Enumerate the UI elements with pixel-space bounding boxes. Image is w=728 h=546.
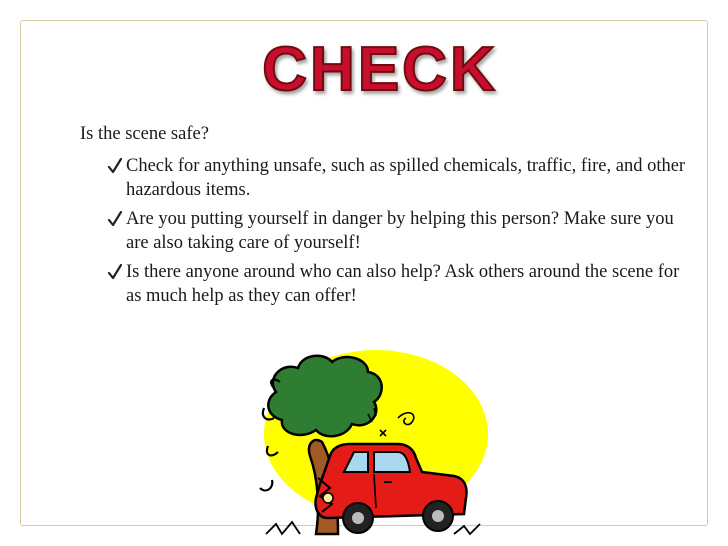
car-crash-illustration bbox=[258, 348, 490, 540]
slide-title bbox=[210, 32, 550, 104]
bullet-text: Are you putting yourself in danger by helping this person? Make sure you are also taking care of yourself! bbox=[126, 209, 674, 253]
title-wordart bbox=[210, 32, 550, 104]
bullet-list bbox=[80, 154, 690, 308]
bullet-text: Check for anything unsafe, such as spilled chemicals, traffic, fire, and other hazardous items. bbox=[126, 156, 686, 200]
checkmark-icon bbox=[108, 264, 122, 280]
car-window-rear bbox=[374, 452, 410, 472]
bullet-item bbox=[80, 207, 690, 255]
bullet-text: Is there anyone around who can also help? Ask others around the scene for as much help as they can offer! bbox=[126, 262, 680, 306]
bullet-item bbox=[80, 154, 690, 202]
checkmark-icon bbox=[108, 211, 122, 227]
lead-question: Is the scene safe? bbox=[80, 124, 209, 144]
slide-body bbox=[80, 122, 690, 313]
car-crash-clipart bbox=[258, 348, 490, 540]
checkmark-icon bbox=[108, 158, 122, 174]
bullet-item bbox=[80, 260, 690, 308]
tree-foliage bbox=[268, 356, 381, 437]
title-text: CHECK bbox=[262, 35, 498, 104]
